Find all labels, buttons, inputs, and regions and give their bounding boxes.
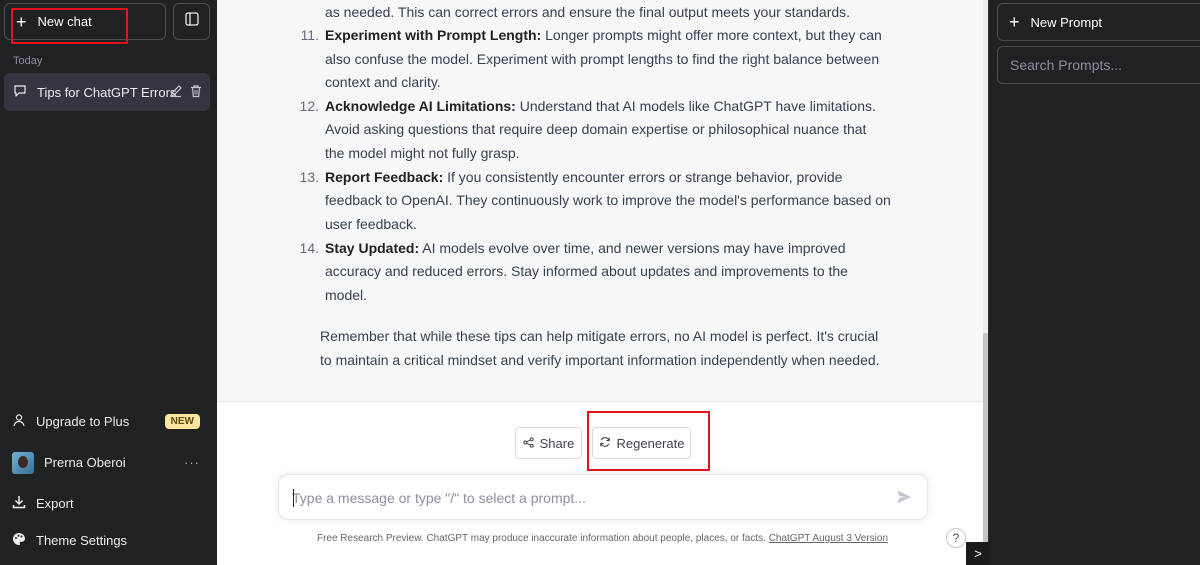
export-label: Export xyxy=(36,496,74,511)
theme-settings-button[interactable] xyxy=(0,522,217,559)
list-number: 14. xyxy=(299,240,319,256)
export-button[interactable] xyxy=(0,485,217,522)
message-line xyxy=(325,95,885,119)
tip-title: Experiment with Prompt Length: xyxy=(325,27,542,43)
send-icon[interactable] xyxy=(896,489,912,510)
sidebar-toggle-button[interactable] xyxy=(173,3,210,40)
search-prompts-field[interactable] xyxy=(997,46,1200,84)
new-chat-button[interactable] xyxy=(4,3,166,40)
message-line xyxy=(325,237,885,261)
message-line xyxy=(325,71,885,95)
tip-title: Stay Updated: xyxy=(325,240,420,256)
message-line xyxy=(325,166,885,190)
message-line xyxy=(325,189,891,213)
tip-text: user feedback. xyxy=(325,216,417,232)
tip-title: Report Feedback: xyxy=(325,169,444,185)
user-menu-button[interactable] xyxy=(0,444,217,481)
more-options-icon[interactable]: ··· xyxy=(184,455,200,470)
closing-paragraph-line: Remember that while these tips can help mitigate errors, no AI model is perfect. It's crucial xyxy=(320,328,879,344)
chat-item-actions xyxy=(169,84,203,101)
main-chat-area xyxy=(217,0,988,565)
tip-text: accuracy and reduced errors. Stay informed about updates and improvements to the xyxy=(325,263,848,279)
palette-icon xyxy=(12,532,26,549)
tip-text: as needed. This can correct errors and ensure the final output meets your standards. xyxy=(325,4,851,20)
tip-text: the model might not fully grasp. xyxy=(325,145,520,161)
tip-text: AI models evolve over time, and newer versions may have improved xyxy=(419,240,846,256)
new-badge: NEW xyxy=(165,414,200,429)
tip-text: also confuse the model. Experiment with prompt lengths to find the right balance between xyxy=(325,51,880,67)
new-prompt-button[interactable] xyxy=(997,3,1200,41)
chat-bubble-icon xyxy=(13,84,27,101)
plus-icon: + xyxy=(1009,12,1020,32)
footer-disclaimer xyxy=(217,533,988,544)
trash-icon[interactable] xyxy=(189,84,203,101)
new-chat-label: New chat xyxy=(37,14,92,29)
list-number: 13. xyxy=(299,169,319,185)
theme-settings-label: Theme Settings xyxy=(36,533,128,548)
tip-text: Longer prompts might offer more context, but they can xyxy=(541,27,882,43)
message-line xyxy=(325,142,885,166)
tip-text: If you consistently encounter errors or strange behavior, provide xyxy=(443,169,843,185)
chat-item-label: Tips for ChatGPT Errors xyxy=(37,84,177,100)
closing-paragraph-line: to maintain a critical mindset and verify important information independently when needed. xyxy=(320,352,880,368)
tip-text: Understand that AI models like ChatGPT have limitations. xyxy=(515,98,876,114)
tip-text: Avoid asking questions that require deep domain expertise or philosophical nuance that xyxy=(325,121,867,137)
message-line xyxy=(325,284,885,308)
tip-title: Acknowledge AI Limitations: xyxy=(325,98,516,114)
message-line xyxy=(325,24,885,48)
tip-text: feedback to OpenAI. They continuously work to improve the model's performance based on xyxy=(325,192,891,208)
left-sidebar xyxy=(0,0,217,565)
upgrade-label: Upgrade to Plus xyxy=(36,414,130,429)
user-icon xyxy=(12,413,26,430)
message-line xyxy=(325,1,885,25)
download-icon xyxy=(12,495,26,512)
avatar xyxy=(12,452,34,474)
help-button[interactable]: ? xyxy=(946,528,966,548)
panel-toggle-button[interactable]: > xyxy=(966,542,990,565)
assistant-message xyxy=(217,0,983,402)
list-number: 11. xyxy=(300,27,319,43)
list-number: 12. xyxy=(299,98,319,114)
share-button[interactable] xyxy=(515,427,582,459)
message-composer[interactable] xyxy=(278,474,928,520)
search-prompts-input[interactable] xyxy=(1010,57,1200,73)
message-input[interactable] xyxy=(292,488,882,508)
upgrade-to-plus-button[interactable] xyxy=(0,403,217,440)
prompts-panel xyxy=(988,0,1200,565)
plus-icon: + xyxy=(16,11,27,32)
message-line xyxy=(325,213,885,237)
tip-text: model. xyxy=(325,287,368,303)
version-link[interactable]: ChatGPT August 3 Version xyxy=(768,533,889,544)
footer-text: Free Research Preview. ChatGPT may produce inaccurate information about people, places, or facts. xyxy=(316,533,769,544)
edit-icon[interactable] xyxy=(169,84,183,101)
sidebar-chat-item[interactable] xyxy=(4,73,210,111)
regenerate-label: Regenerate xyxy=(616,435,685,451)
sidebar-toggle-icon xyxy=(185,12,199,31)
message-line xyxy=(325,260,885,284)
regenerate-button[interactable] xyxy=(592,427,691,459)
tip-text: context and clarity. xyxy=(325,74,441,90)
message-line xyxy=(325,48,885,72)
sidebar-top-row xyxy=(4,3,210,41)
new-prompt-label: New Prompt xyxy=(1030,14,1103,30)
refresh-icon xyxy=(599,436,611,451)
share-label: Share xyxy=(539,435,575,451)
section-today-label: Today xyxy=(13,55,43,67)
message-line xyxy=(325,118,885,142)
text-caret xyxy=(293,489,294,507)
user-name: Prerna Oberoi xyxy=(44,455,126,470)
share-icon xyxy=(523,436,534,451)
